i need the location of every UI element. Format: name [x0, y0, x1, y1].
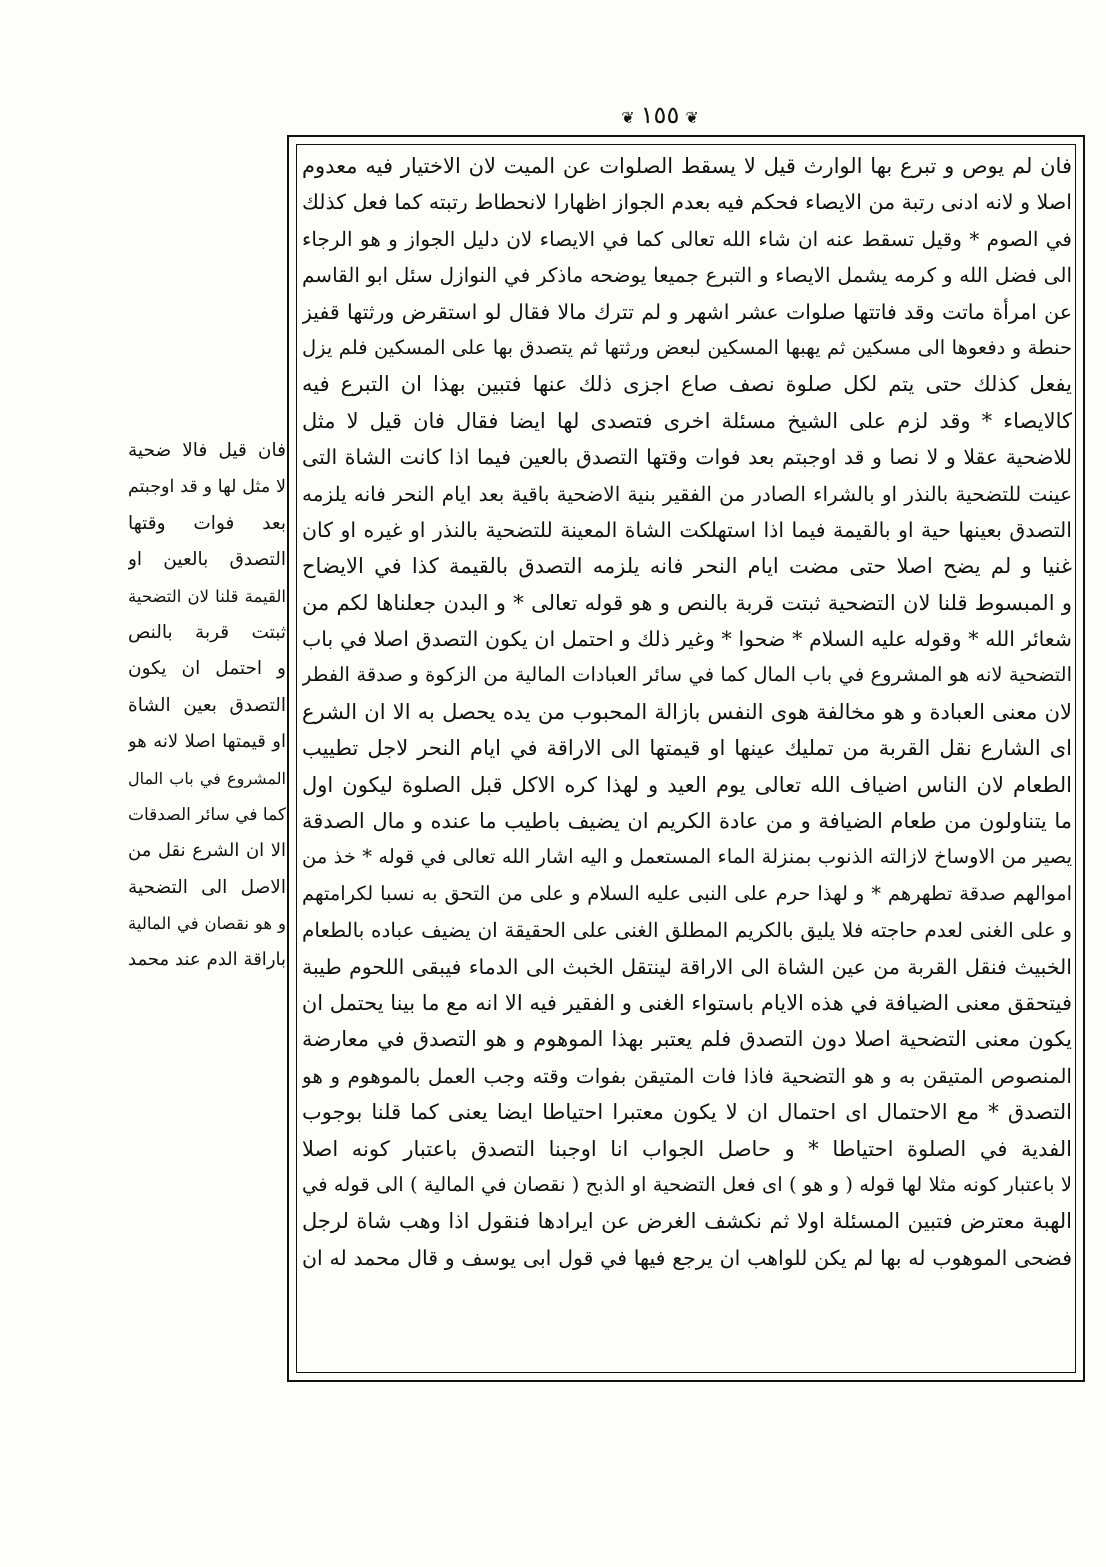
margin-text-line: او قيمتها اصلا لانه هو	[128, 731, 286, 753]
main-text-line: لان معنى العبادة و هو مخالفة هوى النفس بازالة المحبوب من يده يحصل به الا ان الشرع	[302, 699, 1072, 724]
main-text-line: الفدية في الصلوة احتياطا * و حاصل الجواب انا اوجبنا التصدق باعتبار كونه اصلا	[302, 1136, 1072, 1161]
main-text-line: للاضحية عقلا و لا نصا و قد اوجبتم بعد فوات وقتها التصدق بالعين فيما اذا كانت الشاة التى	[302, 445, 1072, 470]
main-text-line: الى فضل الله و كرمه يشمل الايصاء و التبرع جميعا يوضحه ماذكر في النوازل سئل ابو القاسم	[302, 263, 1072, 288]
margin-text-line: القيمة قلنا لان التضحية	[128, 586, 286, 606]
main-text-line: غنيا و لم يضح اصلا حتى مضت ايام النحر فانه يلزمه التصدق بالقيمة كذا في الايضاح	[302, 554, 1072, 579]
margin-text-line: فان قيل فالا ضحية	[128, 440, 286, 461]
main-text-line: المنصوص المتيقن به و هو التضحية فاذا فات المتيقن بفوات وقته وجب العمل بالموهوم و هو	[302, 1063, 1072, 1088]
margin-text-line: بعد فوات وقتها	[128, 512, 286, 534]
ornament-left-icon: ❦	[685, 108, 699, 127]
main-text-line: حنطة و دفعوها الى مسكين ثم يهبها المسكين لبعض ورثتها ثم يتصدق بها على المسكين فلم يزل	[302, 335, 1072, 359]
margin-text-line: ثبتت قربة بالنص	[128, 621, 286, 643]
main-text-line: في الصوم * وقيل تسقط عنه ان شاء الله تعالى كما في الايصاء لان دليل الجواز و هو الرجاء	[302, 226, 1072, 251]
main-text-line: التضحية لانه هو المشروع في باب المال كما في سائر العبادات المالية من الزكوة و صدقة الفطر	[302, 663, 1072, 687]
main-text-line: التصدق * مع الاحتمال اى احتمال ان لا يكون معتبرا احتياطا ايضا يعنى كما قلنا بوجوب	[302, 1100, 1072, 1125]
main-text-block	[302, 148, 1072, 1368]
main-text-line: يصير من الاوساخ لازالته الذنوب بمنزلة الماء المستعمل و اليه اشار الله تعالى في قوله * خذ من	[302, 845, 1072, 869]
main-text-line: الطعام لان الناس اضياف الله تعالى يوم العيد و لهذا كره الاكل قبل الصلوة ليكون اول	[302, 772, 1072, 797]
main-text-line: و على الغنى لعدم حاجته فلا يليق بالكريم المطلق الغنى على الحقيقة ان يضيف عباده بالطعام	[302, 918, 1072, 943]
margin-text-line: التصدق بعين الشاة	[128, 694, 286, 716]
margin-text-line: التصدق بالعين او	[128, 549, 286, 571]
main-text-line: عن امرأة ماتت وقد فاتتها صلوات عشر اشهر و لم تترك مالا فقال لو استقرض ورثتها قفيز	[302, 299, 1072, 324]
page-number-text: ١٥٥	[640, 101, 680, 129]
main-text-line: ما يتناولون من طعام الضيافة و من عادة الكريم ان يضيف باطيب ما عنده و مال الصدقة	[302, 809, 1072, 834]
main-text-line: اى الشارع نقل القربة من تمليك عينها او قيمتها الى الاراقة في ايام النحر لاجل تطييب	[302, 736, 1072, 761]
margin-text-line: كما في سائر الصدقات	[128, 804, 286, 825]
margin-text-line: باراقة الدم عند محمد	[128, 949, 286, 971]
margin-commentary	[128, 433, 286, 1023]
margin-text-line: و هو نقصان في المالية	[128, 914, 286, 934]
ornament-right-icon: ❦	[621, 108, 635, 127]
main-text-line: الخبيث فنقل القربة من عين الشاة الى الاراقة لينتقل الخبث الى الدماء فيبقى اللحوم طيبة	[302, 954, 1072, 979]
main-text-line: لا باعتبار كونه مثلا لها قوله ( و هو ) اى فعل التضحية او الذبح ( نقصان في المالية ) الى قوله في	[302, 1172, 1072, 1196]
margin-text-line: الاصل الى التضحية	[128, 876, 286, 898]
main-text-line: التصدق بعينها حية او بالقيمة فيما اذا استهلكت الشاة المعينة للتضحية بالنذر او غيره او كان	[302, 517, 1072, 542]
margin-text-line: و احتمل ان يكون	[128, 658, 286, 680]
main-text-line: فيتحقق معنى الضيافة في هذه الايام باستواء الغنى و الفقير فيه الا انه مع ما بينا يحتمل ان	[302, 990, 1072, 1015]
page-number	[600, 95, 720, 135]
main-text-line: يفعل كذلك حتى يتم لكل صلوة نصف صاع اجزى ذلك عنها فتبين بهذا ان التبرع فيه	[302, 372, 1072, 397]
main-text-line: اموالهم صدقة تطهرهم * و لهذا حرم على النبى عليه السلام و على من التحق به نسبا لكرامتهم	[302, 881, 1072, 905]
main-text-line: عينت للتضحية بالنذر او بالشراء الصادر من الفقير بنية الاضحية باقية بعد ايام النحر فانه يلزمه	[302, 481, 1072, 506]
margin-text-line: لا مثل لها و قد اوجبتم	[128, 477, 286, 498]
main-text-line: فضحى الموهوب له بها لم يكن للواهب ان يرجع فيها في قول ابى يوسف و قال محمد له ان	[302, 1245, 1072, 1270]
main-text-line: يكون معنى التضحية اصلا دون التصدق فلم يعتبر بهذا الموهوم و هو التصدق في معارضة	[302, 1027, 1072, 1052]
main-text-line: فان لم يوص و تبرع بها الوارث قيل لا يسقط الصلوات عن الميت لان الاختيار فيه معدوم	[302, 154, 1072, 178]
main-text-line: شعائر الله * وقوله عليه السلام * ضحوا * وغير ذلك و احتمل ان يكون التصدق اصلا في باب	[302, 627, 1072, 652]
margin-text-line: الا ان الشرع نقل من	[128, 840, 286, 862]
main-text-line: الهبة معترض فتبين المسئلة اولا ثم نكشف الغرض عن ايرادها فنقول اذا وهب شاة لرجل	[302, 1209, 1072, 1234]
main-text-line: اصلا و لانه ادنى رتبة من الايصاء فحكم فيه بعدم الجواز اظهارا لانحطاط رتبته كما فعل كذلك	[302, 190, 1072, 215]
margin-text-line: المشروع في باب المال	[128, 768, 286, 788]
main-text-line: كالايصاء * وقد لزم على الشيخ مسئلة اخرى فتصدى لها ايضا فقال فان قيل لا مثل	[302, 408, 1072, 433]
main-text-line: و المبسوط قلنا لان التضحية ثبتت قربة بالنص و هو قوله تعالى * و البدن جعلناها لكم من	[302, 590, 1072, 615]
